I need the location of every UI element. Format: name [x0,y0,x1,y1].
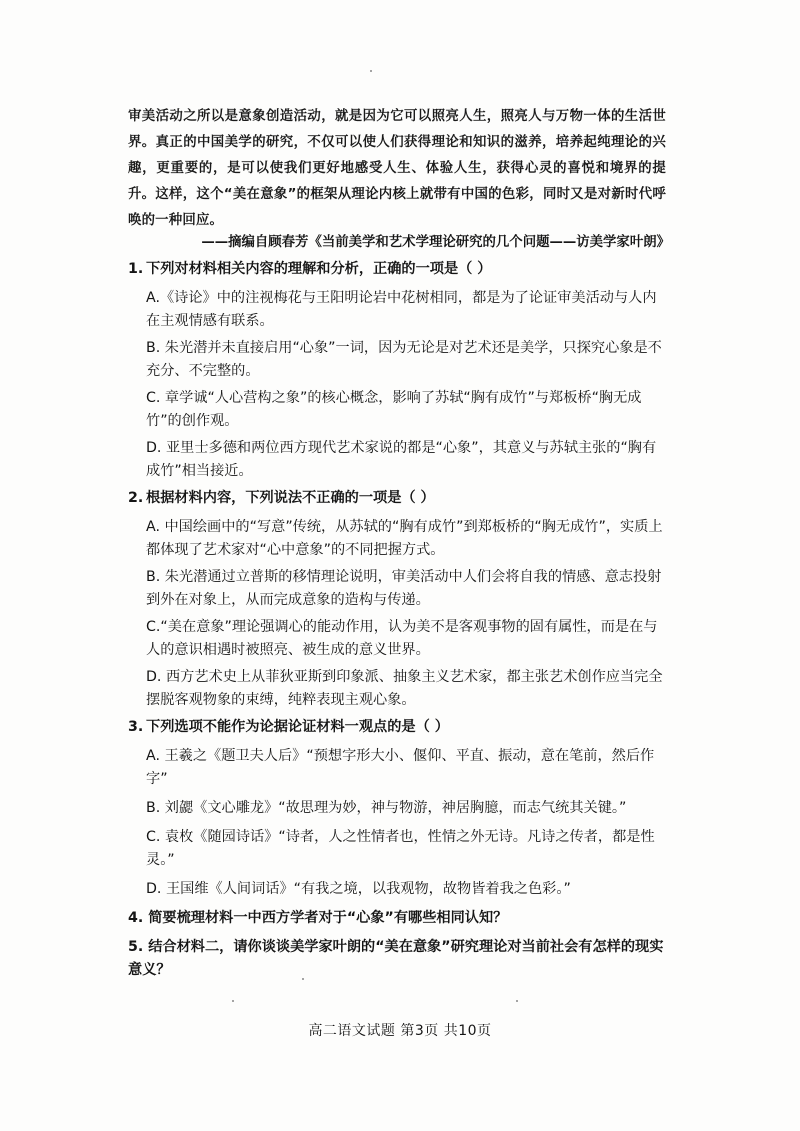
page-footer: 高二语文试题 第3页 共10页 [308,1023,492,1039]
question-number: 2. [128,490,144,506]
question-3 [128,716,668,901]
question-number: 3. [128,719,144,735]
passage-source: ——摘编自顾春芳《当前美学和艺术学理论研究的几个问题——访美学家叶朗》 [201,235,670,250]
question-5: 5. 结合材料二，请你谈谈美学家叶朗的“美在意象”研究理论对当前社会有怎样的现实意义？ [128,939,664,978]
question-4: 4. 简要梳理材料一中西方学者对于“心象”有哪些相同认知？ [128,910,508,926]
question-stem: 下列选项不能作为论据论证材料一观点的是（ ） [146,719,449,735]
question-stem: 根据材料内容，下列说法不正确的一项是（ ） [146,490,435,506]
passage-paragraph: 审美活动之所以是意象创造活动，就是因为它可以照亮人生，照亮人与万物一体的生活世界。真正的中国美学的研究，不仅可以使人们获得理论和知识的滋养，培养起纯理论的兴趣，更重要的，是可以使我们更好地感受人生、体验人生，获得心灵的喜悦和境界的提升。这样，这个“美在意象”的框架从理论内核上就带有中国的色彩，同时又是对新时代呼唤的一种回应。 [128,109,666,228]
option-d: D. 西方艺术史上从菲狄亚斯到印象派、抽象主义艺术家，都主张艺术创作应当完全摆脱客观物象的束缚，纯粹表现主观心象。 [146,669,663,708]
scan-speck [370,70,372,72]
scan-speck [232,1000,234,1002]
option-b: B. 朱光潜通过立普斯的移情理论说明，审美活动中人们会将自我的情感、意志投射到外在对象上，从而完成意象的造构与传递。 [146,569,662,608]
scan-speck [302,978,304,980]
question-list [128,258,668,988]
option-a: A. 中国绘画中的“写意”传统，从苏轼的“胸有成竹”到郑板桥的“胸无成竹”，实质上都体现了艺术家对“心中意象”的不同把握方式。 [146,519,663,558]
scan-speck [516,1000,518,1002]
question-2 [128,487,668,712]
option-a: A.《诗论》中的注视梅花与王阳明论岩中花树相同，都是为了论证审美活动与人内在主观情感有联系。 [146,290,657,329]
question-stem: 下列对材料相关内容的理解和分析，正确的一项是（ ） [146,261,492,277]
option-c: C. 袁枚《随园诗话》“诗者，人之性情者也，性情之外无诗。凡诗之传者，都是性灵。” [146,829,655,868]
passage-text [128,104,666,234]
option-b: B. 朱光潜并未直接启用“心象”一词，因为无论是对艺术还是美学，只探究心象是不充分、不完整的。 [146,340,662,379]
option-d: D. 王国维《人间词话》“有我之境，以我观物，故物皆着我之色彩。” [146,881,571,897]
question-1 [128,258,668,483]
option-b: B. 刘勰《文心雕龙》“故思理为妙，神与物游，神居胸臆，而志气统其关键。” [146,800,627,816]
option-c: C. 章学诚“人心营构之象”的核心概念，影响了苏轼“胸有成竹”与郑板桥“胸无成竹”的创作观。 [146,390,642,429]
option-a: A. 王羲之《题卫夫人后》“预想字形大小、偃仰、平直、振动，意在笔前，然后作字” [146,748,655,787]
option-c: C.“美在意象”理论强调心的能动作用，认为美不是客观事物的固有属性，而是在与人的意识相遇时被照亮、被生成的意义世界。 [146,619,658,658]
question-number: 1. [128,261,144,277]
option-d: D. 亚里士多德和两位西方现代艺术家说的都是“心象”，其意义与苏轼主张的“胸有成竹”相当接近。 [146,440,657,479]
